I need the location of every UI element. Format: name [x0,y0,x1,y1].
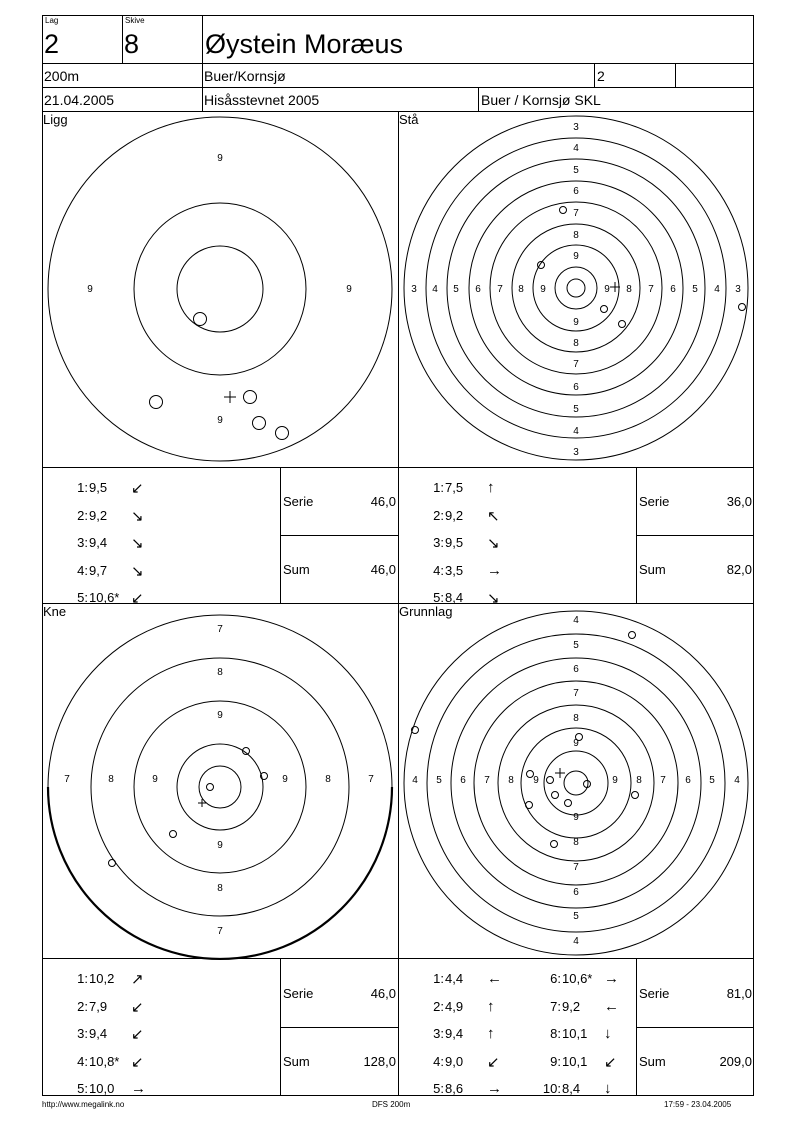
shot-direction-icon: ↘ [131,508,144,525]
serie-label: Serie [283,494,314,509]
distance: 200m [44,68,80,84]
header-number: 2 [597,68,605,84]
shot-number: 7: [550,999,561,1014]
shot-value: 10,2 [89,971,115,986]
ring-label: 7 [573,688,579,699]
shot-value: 10,0 [89,1081,115,1096]
ring-label: 6 [573,186,579,197]
ring-label: 9 [540,284,546,295]
date: 21.04.2005 [44,92,115,108]
shot-number: 3: [433,1026,444,1041]
serie-value: 81,0 [726,986,752,1001]
serie-value: 36,0 [726,494,752,509]
ring-label: 8 [518,284,524,295]
ring-label: 7 [64,774,70,785]
shot-value: 10,6* [562,971,593,986]
footer-timestamp: 17:59 - 23.04.2005 [664,1100,732,1109]
ring-label: 8 [508,775,514,786]
ring-label: 9 [282,774,288,785]
ring-label: 8 [573,230,579,241]
kne-ring [91,658,349,916]
shot-number: 3: [77,1026,88,1041]
ring-label: 9 [612,775,618,786]
ring-label: 7 [648,284,654,295]
ring-label: 8 [217,667,223,678]
sta-ring-labels [411,122,741,458]
event-name: Hisåsstevnet 2005 [204,92,320,108]
grunnlag-shot [629,632,636,639]
ring-label: 9 [217,710,223,721]
shot-direction-icon: ↓ [604,1080,612,1097]
kne-ring-labels [64,624,374,937]
shot-direction-icon: ↓ [604,1025,612,1042]
shot-number: 2: [77,508,88,523]
shot-value: 8,4 [562,1081,581,1096]
skive-label: Skive [125,16,145,25]
ring-label: 8 [573,338,579,349]
grunnlag-shot [547,777,554,784]
serie-value: 46,0 [370,494,396,509]
ring-label: 8 [573,713,579,724]
ring-label: 8 [325,774,331,785]
shot-value: 9,2 [89,508,108,523]
ring-label: 5 [709,775,715,786]
grunnlag-ring-center [564,771,588,795]
shot-number: 1: [77,480,88,495]
ligg-ring-10 [177,246,263,332]
ring-label: 7 [368,774,374,785]
shot-value: 9,4 [445,1026,464,1041]
shot-direction-icon: ↙ [131,480,144,497]
sum-value: 46,0 [370,562,396,577]
ring-label: 8 [108,774,114,785]
shot-value: 8,6 [445,1081,464,1096]
kne-shot [207,784,214,791]
ring-label: 9 [573,251,579,262]
shot-value: 9,5 [89,480,108,495]
shot-number: 4: [433,1054,444,1069]
sta-score-divider [636,535,754,536]
shot-number: 1: [433,971,444,986]
skive-value: 8 [124,29,140,59]
ring-label: 9 [152,774,158,785]
sta-ring [512,224,640,352]
ring-label: 4 [714,284,720,295]
ligg-title: Ligg [43,112,68,127]
shot-direction-icon: ↙ [131,590,144,607]
sum-value: 82,0 [726,562,752,577]
shot-number: 1: [433,480,444,495]
sum-value: 128,0 [363,1054,396,1069]
shot-direction-icon: → [487,1080,502,1097]
serie-label: Serie [283,986,314,1001]
ring-label: 6 [573,382,579,393]
grunnlag-center-cross [555,768,565,778]
kne-title: Kne [43,604,67,619]
grunnlag-ring [404,611,748,955]
sta-title: Stå [399,112,419,127]
ligg-shot [276,427,289,440]
grunnlag-shot [551,841,558,848]
footer-url[interactable]: http://www.megalink.no [42,1100,125,1109]
shot-number: 5: [433,1081,444,1096]
shot-value: 9,7 [89,563,108,578]
shot-number: 4: [77,1054,88,1069]
grunnlag-shot [526,802,533,809]
ring-label: 8 [626,284,632,295]
ring-label: 5 [573,911,579,922]
sta-ring [555,267,597,309]
shot-number: 4: [77,563,88,578]
ring-label: 6 [573,887,579,898]
ring-label: 3 [573,122,579,133]
shot-value: 7,9 [89,999,108,1014]
ring-label: 7 [573,862,579,873]
kne-ring-center [199,766,241,808]
shot-number: 6: [550,971,561,986]
serie-label: Serie [639,986,670,1001]
shot-direction-icon: ↗ [131,971,144,988]
shot-direction-icon: ↙ [131,1054,144,1071]
shot-value: 10,1 [562,1054,588,1069]
ring-label: 5 [573,404,579,415]
ligg-ring-9 [134,203,306,375]
ring-label: 4 [573,615,579,626]
shot-direction-icon: ↑ [487,479,495,496]
shot-number: 5: [433,590,444,605]
grunnlag-ring-labels [412,615,740,947]
ring-label: 9 [604,284,610,295]
shot-number: 2: [433,508,444,523]
sta-shot [619,321,626,328]
footer-format: DFS 200m [372,1100,411,1109]
club-short: Buer/Kornsjø [204,68,286,84]
shot-direction-icon: ↘ [131,563,144,580]
shooter-name: Øystein Moræus [205,29,404,59]
sta-shot [739,304,746,311]
shot-number: 2: [77,999,88,1014]
kne-shot [170,831,177,838]
shot-direction-icon: ↙ [131,1026,144,1043]
ring-label: 9 [217,415,223,426]
ring-label: 7 [484,775,490,786]
ring-label: 3 [411,284,417,295]
ring-label: 5 [453,284,459,295]
ring-label: 3 [573,447,579,458]
shot-value: 10,6* [89,590,120,605]
shot-number: 3: [433,535,444,550]
ligg-score-divider [280,535,399,536]
grunnlag-ring [474,681,678,885]
ring-label: 4 [432,284,438,295]
shot-value: 8,4 [445,590,464,605]
ring-label: 9 [87,284,93,295]
ring-label: 8 [636,775,642,786]
shot-number: 4: [433,563,444,578]
shot-value: 7,5 [445,480,464,495]
ligg-ring-labels [87,153,352,426]
ring-label: 9 [573,812,579,823]
shot-number: 8: [550,1026,561,1041]
ring-label: 4 [734,775,740,786]
ring-label: 7 [660,775,666,786]
shot-direction-icon: → [131,1080,146,1097]
ring-label: 5 [573,640,579,651]
ring-label: 8 [573,837,579,848]
sum-label: Sum [639,1054,666,1069]
serie-label: Serie [639,494,670,509]
shot-number: 5: [77,1081,88,1096]
shot-direction-icon: ↙ [604,1054,617,1071]
shot-number: 5: [77,590,88,605]
ring-label: 9 [533,775,539,786]
grunnlag-shot [632,792,639,799]
ring-label: 5 [573,165,579,176]
shot-direction-icon: ↘ [487,590,500,607]
ligg-shot [194,313,207,326]
ligg-ring-outer [48,117,392,461]
shot-value: 3,5 [445,563,464,578]
ring-label: 6 [685,775,691,786]
ring-label: 9 [346,284,352,295]
shot-number: 2: [433,999,444,1014]
shot-direction-icon: → [604,970,619,987]
shot-value: 9,0 [445,1054,464,1069]
kne-shot [109,860,116,867]
shot-value: 10,1 [562,1026,588,1041]
shot-value: 9,5 [445,535,464,550]
ring-label: 7 [573,359,579,370]
ligg-target [48,117,392,461]
ring-label: 9 [573,317,579,328]
sum-label: Sum [283,1054,310,1069]
lag-label: Lag [45,16,59,25]
shot-value: 9,4 [89,535,108,550]
ring-label: 5 [436,775,442,786]
ring-label: 9 [217,840,223,851]
grunnlag-title: Grunnlag [399,604,453,619]
shot-number: 9: [550,1054,561,1069]
shot-value: 4,4 [445,971,464,986]
sta-ring [447,159,705,417]
shot-direction-icon: ↘ [487,535,500,552]
ring-label: 7 [497,284,503,295]
ring-label: 6 [460,775,466,786]
shot-number: 3: [77,535,88,550]
shot-value: 4,9 [445,999,464,1014]
ring-label: 6 [573,664,579,675]
sum-label: Sum [283,562,310,577]
shot-direction-icon: ↙ [487,1054,500,1071]
ring-label: 7 [573,208,579,219]
ligg-shot [150,396,163,409]
shot-number: 1: [77,971,88,986]
lag-value: 2 [44,29,60,59]
sta-shot [601,306,608,313]
shot-direction-icon: ← [487,970,502,987]
ring-label: 5 [692,284,698,295]
ring-label: 4 [412,775,418,786]
sum-value: 209,0 [719,1054,752,1069]
sum-label: Sum [639,562,666,577]
shot-direction-icon: ↑ [487,998,495,1015]
kne-center-cross [198,799,206,807]
serie-value: 46,0 [370,986,396,1001]
ring-label: 7 [217,624,223,635]
ring-label: 4 [573,936,579,947]
kne-ring [177,744,263,830]
shot-direction-icon: ↑ [487,1025,495,1042]
ring-label: 3 [735,284,741,295]
sta-ring [426,138,726,438]
shot-direction-icon: → [487,562,502,579]
ligg-shot [253,417,266,430]
shot-direction-icon: ↖ [487,508,500,525]
ring-label: 4 [573,143,579,154]
shot-value: 9,2 [562,999,581,1014]
grunnlag-shot [565,800,572,807]
ring-label: 6 [475,284,481,295]
ring-label: 9 [217,153,223,164]
sta-shot [560,207,567,214]
shot-value: 9,2 [445,508,464,523]
sta-ring-center [567,279,585,297]
grunnlag-score-divider [636,1027,754,1028]
ring-label: 9 [573,738,579,749]
ring-label: 7 [217,926,223,937]
ligg-shot [244,391,257,404]
shot-direction-icon: ← [604,998,619,1015]
ligg-center-cross [224,391,236,403]
ring-label: 4 [573,426,579,437]
shot-direction-icon: ↘ [131,535,144,552]
kne-score-divider [280,1027,399,1028]
shot-value: 9,4 [89,1026,108,1041]
ring-label: 6 [670,284,676,295]
shot-number: 10: [542,1081,561,1096]
shot-value: 10,8* [89,1054,120,1069]
grunnlag-ring [544,751,608,815]
ring-label: 8 [217,883,223,894]
club-name: Buer / Kornsjø SKL [481,92,601,108]
grunnlag-shot [552,792,559,799]
shot-direction-icon: ↙ [131,999,144,1016]
grunnlag-target [404,611,748,955]
